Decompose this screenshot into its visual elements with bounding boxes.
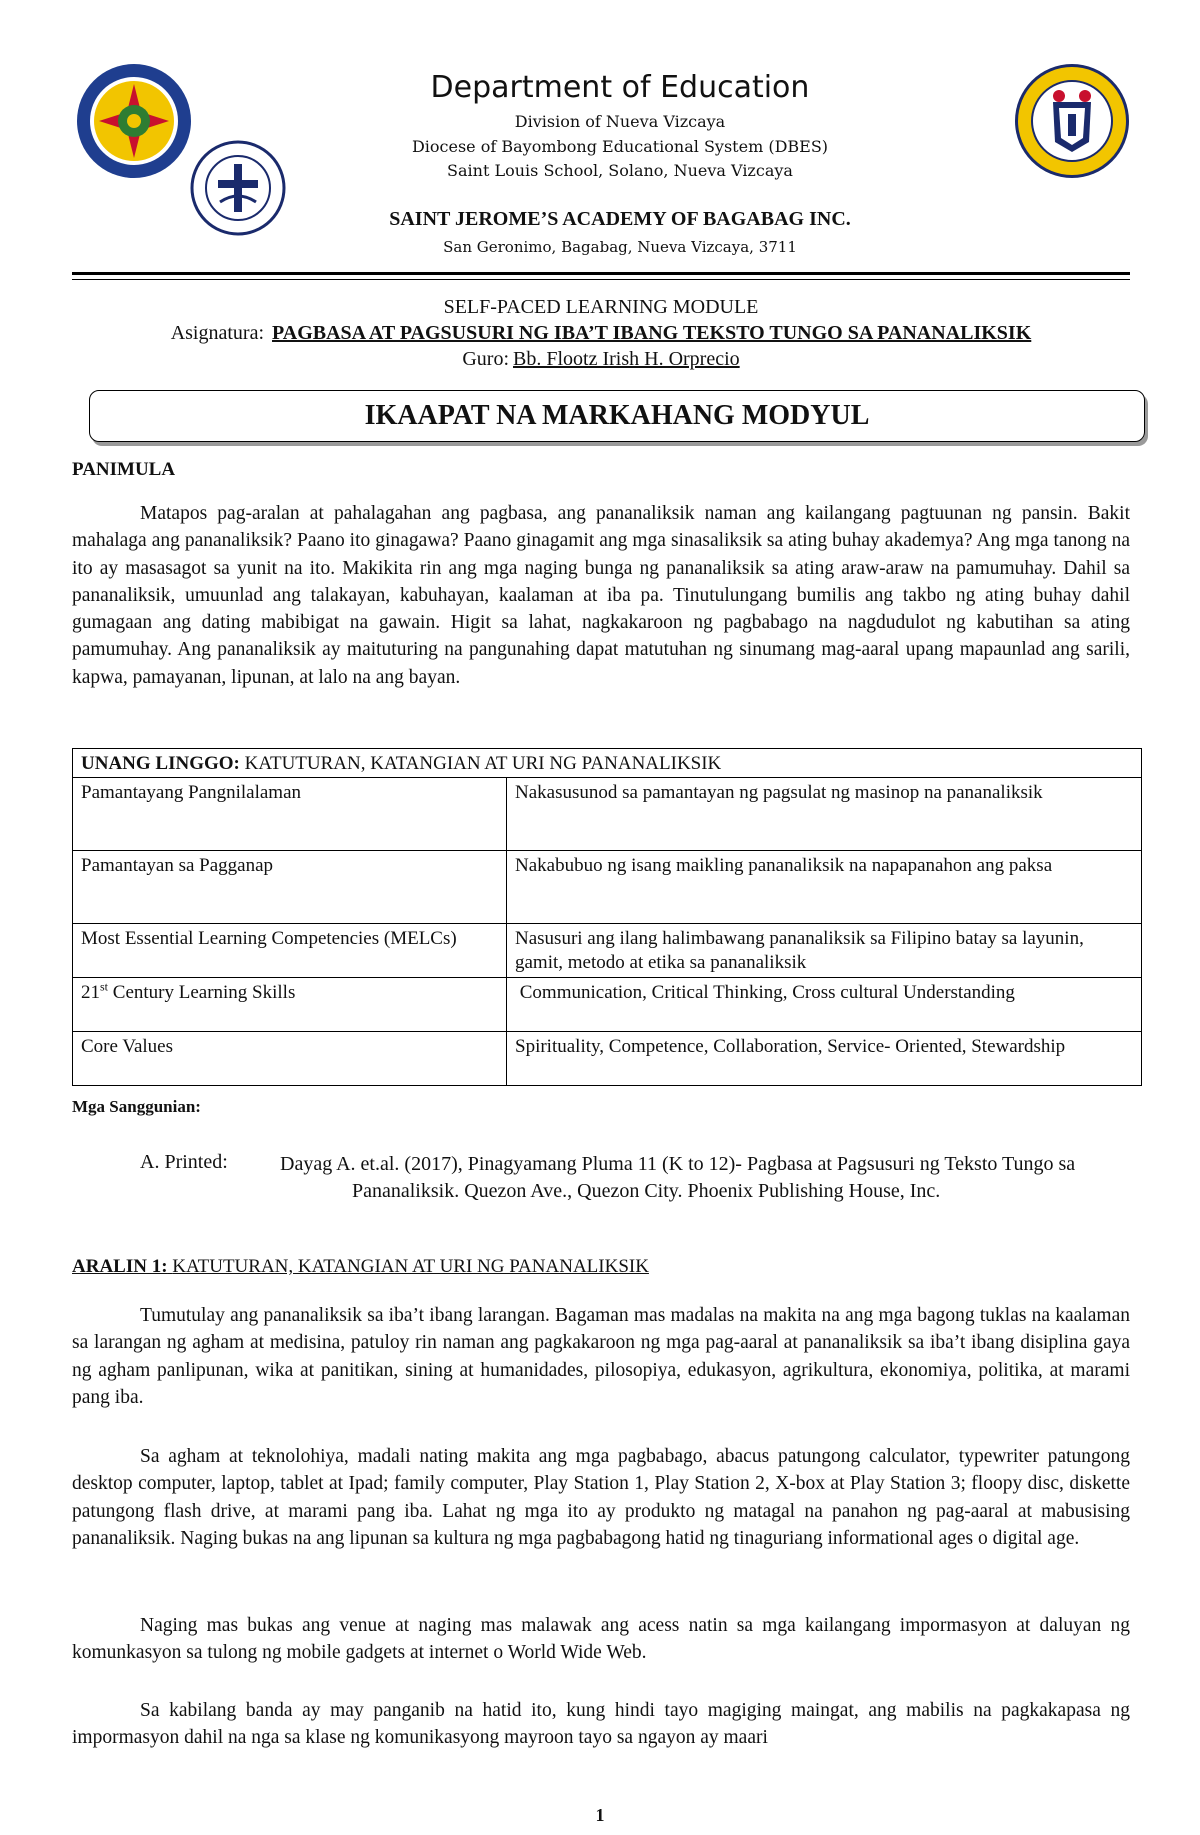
module-subject-line — [72, 322, 1130, 345]
aralin-heading — [72, 1256, 649, 1278]
century-number: 21 — [81, 982, 100, 1003]
table-row-value: Communication, Critical Thinking, Cross cultural Understanding — [507, 978, 1142, 1032]
table-row-value: Nakabubuo ng isang maikling pananaliksik na napapanahon ang paksa — [507, 851, 1142, 924]
panimula-heading: PANIMULA — [72, 459, 176, 480]
table-row — [73, 778, 1142, 851]
diocese-name: Diocese of Bayombong Educational System (DBES) — [411, 137, 829, 156]
reference-entry: Dayag A. et.al. (2017), Pinagyamang Pluma 11 (K to 12)- Pagbasa at Pagsusuri ng Teksto Tungo sa Pananaliksik. Quezon Ave., Quezon City. Phoenix Publishing House, Inc. — [280, 1153, 1076, 1202]
unang-linggo-table — [72, 748, 1142, 1086]
reference-type-label: A. Printed: — [140, 1151, 228, 1173]
table-row-label: Pamantayang Pangnilalaman — [73, 778, 507, 851]
table-row-value: Spirituality, Competence, Collaboration, Service- Oriented, Stewardship — [507, 1032, 1142, 1086]
table-row-value: Nasusuri ang ilang halimbawang pananaliksik sa Filipino batay sa layunin, gamit, metodo at etika sa pananaliksik — [507, 924, 1142, 978]
aralin-paragraph: Sa agham at teknolohiya, madali nating makita ang mga pagbabago, abacus patungong calculator, typewriter patungong desktop computer, laptop, tablet at Ipad; family computer, Play Station 1, Play Station 2, X-box at Play Station 3; floopy disc, diskette patungong flash drive, at marami pang iba. Lahat ng mga ito ay produkto ng matagal na panahon ng pag-aaral at mabusising pananaliksik. Naging bukas na ang lipunan sa kultura ng mga pagbabagong hatid ng tinaguriang informational ages o digital age. — [72, 1446, 1130, 1549]
header-divider-thick — [72, 272, 1130, 275]
table-row-label: Pamantayan sa Pagganap — [73, 851, 507, 924]
table-header-cell — [73, 749, 1142, 778]
module-title-box — [89, 390, 1145, 442]
aralin-paragraph: Sa kabilang banda ay may panganib na hatid ito, kung hindi tayo magiging maingat, ang mabilis na pagkakapasa ng impormasyon dahil na nga sa klase ng komunikasyong mayroon tayo sa ngayon ay maari — [72, 1700, 1130, 1749]
module-teacher-line — [72, 348, 1130, 371]
panimula-paragraph: Matapos pag-aralan at pahalagahan ang pagbasa, ang pananaliksik naman ang kailangang pagtuunan ng pansin. Bakit mahalaga ang pananaliksik? Paano ito ginagawa? Paano ginagamit ang mga sinasaliksik sa ating buhay akademya? Ang mga tanong na ito ay masasagot sa yunit na ito. Makikita rin ang mga naging bunga ng pananaliksik sa ating araw-araw na pamumuhay. Dahil sa pananaliksik, umuunlad ang talakayan, kabuhayan, kaalaman at iba pa. Tinutulungang bumilis ang takbo ng ating buhay dahil gumagaan ang dating mabibigat na gawain. Higit sa lahat, nagkakaroon ng pagbabago na nagdudulot ng kabutihan sa ating pamumuhay. Ang pananaliksik ay maituturing na pangunahing dapat matutuhan ng sinumang mag-aaral upang mapaunlad ang sarili, kapwa, pamayanan, lipunan, at lalo na ang bayan. — [72, 503, 1130, 688]
header-divider-thin — [72, 279, 1130, 280]
teacher-name: Bb. Flootz Irish H. Orprecio — [513, 348, 740, 370]
aralin-paragraph: Naging mas bukas ang venue at naging mas malawak ang acess natin sa mga kailangang impormasyon at daluyan ng komunkasyon sa tulong ng mobile gadgets at internet o World Wide Web. — [72, 1615, 1130, 1664]
kagawaran-ng-edukasyon-seal-logo — [1013, 62, 1131, 180]
subject-label: Asignatura: — [170, 322, 265, 344]
aralin-title: KATUTURAN, KATANGIAN AT URI NG PANANALIKSIK — [172, 1256, 649, 1277]
table-header-row — [73, 749, 1142, 778]
references-heading: Mga Sanggunian: — [72, 1097, 201, 1116]
table-row-label-cell — [73, 978, 507, 1032]
table-row-label: Century Learning Skills — [108, 982, 296, 1003]
module-type: SELF-PACED LEARNING MODULE — [443, 296, 759, 318]
table-row — [73, 978, 1142, 1032]
academy-address: San Geronimo, Bagabag, Nueva Vizcaya, 3711 — [443, 238, 797, 256]
table-head-title: KATUTURAN, KATANGIAN AT URI NG PANANALIKSIK — [244, 753, 722, 774]
table-row — [73, 1032, 1142, 1086]
teacher-label: Guro: — [462, 348, 510, 370]
table-row-value: Nakasusunod sa pamantayan ng pagsulat ng masinop na pananaliksik — [507, 778, 1142, 851]
aralin-label: ARALIN 1: — [72, 1256, 168, 1277]
table-row — [73, 851, 1142, 924]
table-row-label: Most Essential Learning Competencies (MELCs) — [73, 924, 507, 978]
subject-name: PAGBASA AT PAGSUSURI NG IBA’T IBANG TEKSTO TUNGO SA PANANALIKSIK — [272, 322, 1032, 344]
aralin-paragraph: Tumutulay ang pananaliksik sa iba’t ibang larangan. Bagaman mas madalas na makita na ang mga bagong tuklas na kaalaman sa larangan ng agham at medisina, patuloy rin naman ang pagkakaroon ng mga pag-aaral at pananaliksik sa iba’t ibang disiplina gaya ng agham panlipunan, wika at panitikan, sining at humanidades, pilosopiya, edukasyon, agrikultura, ekonomiya, politika, at marami pang iba. — [72, 1305, 1130, 1408]
century-suffix: st — [100, 979, 109, 994]
table-row-label: Core Values — [73, 1032, 507, 1086]
saint-jeromes-academy-seal-logo — [190, 140, 286, 236]
deped-seal-logo — [75, 62, 193, 180]
table-row — [73, 924, 1142, 978]
module-title: IKAAPAT NA MARKAHANG MODYUL — [364, 400, 870, 431]
page-number: 1 — [595, 1805, 605, 1825]
department-name: Department of Education — [430, 70, 810, 105]
table-head-label: UNANG LINGGO: — [81, 753, 240, 774]
division-name: Division of Nueva Vizcaya — [514, 112, 726, 131]
school-name: Saint Louis School, Solano, Nueva Vizcaya — [447, 161, 793, 180]
academy-name: SAINT JEROME’S ACADEMY OF BAGABAG INC. — [389, 208, 851, 230]
